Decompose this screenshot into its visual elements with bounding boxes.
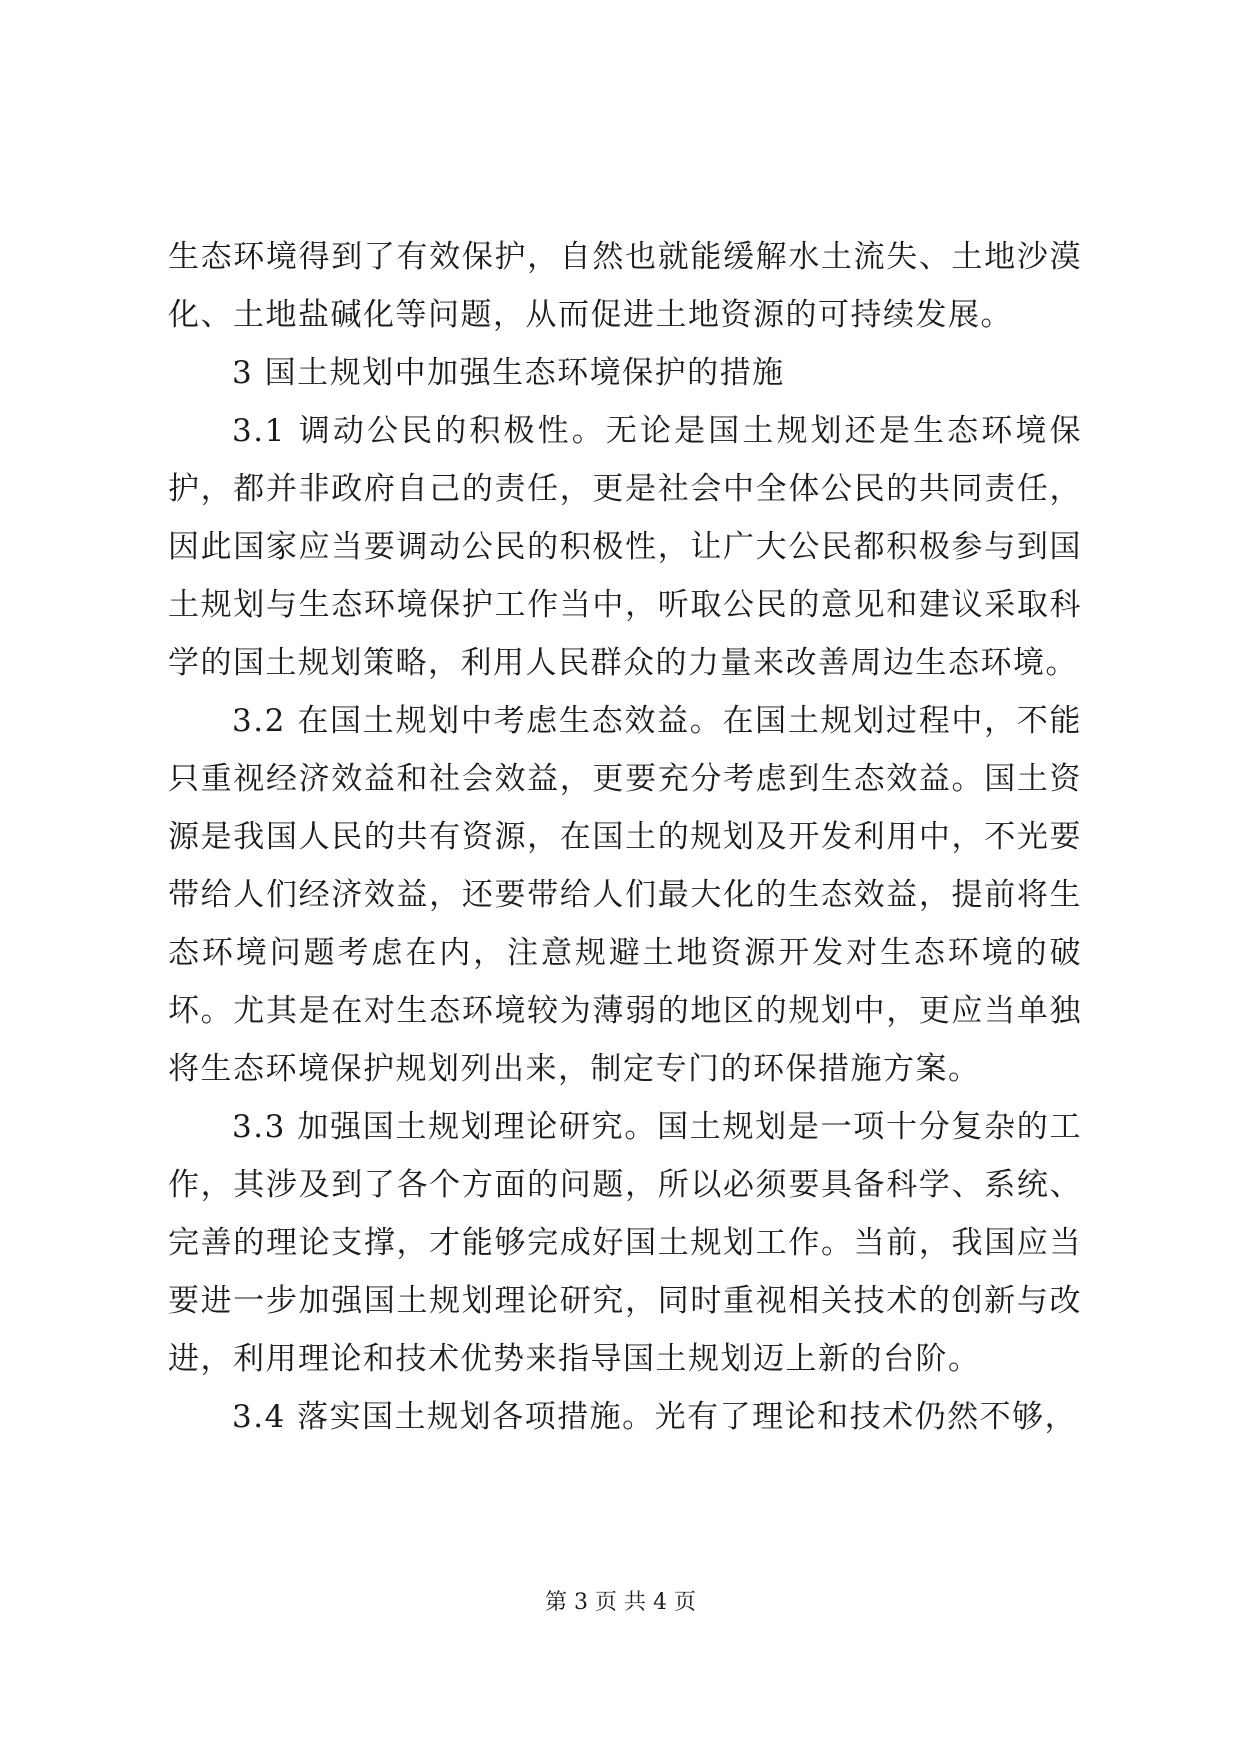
paragraph-3-1: 3.1 调动公民的积极性。无论是国土规划还是生态环境保护，都并非政府自己的责任，更是社会中全体公民的共同责任，因此国家应当要调动公民的积极性，让广大公民都积极参与到国土规划与生态环境保护工作当中，听取公民的意见和建议采取科学的国土规划策略，利用人民群众的力量来改善周边生态环境。 <box>168 413 1082 681</box>
document-body <box>168 228 1082 1446</box>
page-number-label: 第 3 页 共 4 页 <box>545 1590 696 1615</box>
paragraph-3-3: 3.3 加强国土规划理论研究。国土规划是一项十分复杂的工作，其涉及到了各个方面的问题，所以必须要具备科学、系统、完善的理论支撑，才能够完成好国土规划工作。当前，我国应当要进一步加强国土规划理论研究，同时重视相关技术的创新与改进，利用理论和技术优势来指导国土规划迈上新的台阶。 <box>168 1109 1082 1377</box>
paragraph-3-4: 3.4 落实国土规划各项措施。光有了理论和技术仍然不够， <box>232 1399 1078 1435</box>
paragraph-3-2: 3.2 在国土规划中考虑生态效益。在国土规划过程中，不能只重视经济效益和社会效益，更要充分考虑到生态效益。国土资源是我国人民的共有资源，在国土的规划及开发利用中，不光要带给人们经济效益，还要带给人们最大化的生态效益，提前将生态环境问题考虑在内，注意规避土地资源开发对生态环境的破坏。尤其是在对生态环境较为薄弱的地区的规划中，更应当单独将生态环境保护规划列出来，制定专门的环保措施方案。 <box>168 703 1082 1087</box>
paragraph-intro-continuation: 生态环境得到了有效保护，自然也就能缓解水土流失、土地沙漠化、土地盐碱化等问题，从而促进土地资源的可持续发展。 <box>168 239 1082 333</box>
page-footer <box>0 1588 1241 1618</box>
section-heading-3: 3 国土规划中加强生态环境保护的措施 <box>232 355 785 391</box>
